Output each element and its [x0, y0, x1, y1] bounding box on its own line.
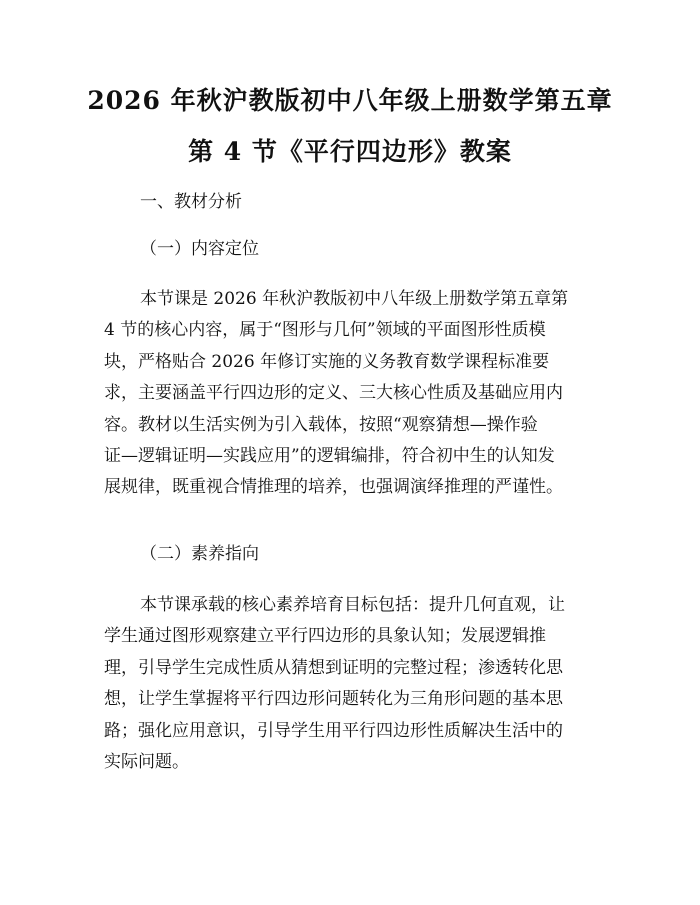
- paragraph-content-positioning: [104, 284, 604, 504]
- document-title-line-2: 第 4 节《平行四边形》教案: [188, 137, 512, 166]
- paragraph-line: 路；强化应用意识，引导学生用平行四边形性质解决生活中的: [104, 720, 563, 741]
- paragraph-line: 求，主要涵盖平行四边形的定义、三大核心性质及基础应用内: [104, 383, 563, 404]
- paragraph-line: 证—逻辑证明—实践应用”的逻辑编排，符合初中生的认知发: [104, 445, 555, 466]
- paragraph-line: 理，引导学生完成性质从猜想到证明的完整过程；渗透转化思: [104, 657, 563, 678]
- section-heading-materials-analysis: 一、教材分析: [140, 192, 242, 212]
- subsection-heading-content-positioning: （一）内容定位: [140, 239, 259, 259]
- paragraph-line: 容。教材以生活实例为引入载体，按照“观察猜想—操作验: [104, 414, 538, 435]
- paragraph-line: 本节课承载的核心素养培育目标包括：提升几何直观，让: [140, 595, 565, 615]
- paragraph-line: 展规律，既重视合情推理的培养，也强调演绎推理的严谨性。: [104, 477, 563, 498]
- paragraph-line: 想，让学生掌握将平行四边形问题转化为三角形问题的基本思: [104, 689, 563, 710]
- document-title-line-1: 2026 年秋沪教版初中八年级上册数学第五章: [87, 86, 613, 115]
- paragraph-line: 4 节的核心内容，属于“图形与几何”领域的平面图形性质模: [104, 320, 546, 341]
- subsection-heading-literacy-orientation: （二）素养指向: [140, 544, 259, 564]
- paragraph-line: 块，严格贴合 2026 年修订实施的义务教育数学课程标准要: [104, 351, 550, 372]
- paragraph-literacy-orientation: [104, 590, 604, 778]
- paragraph-line: 实际问题。: [104, 751, 189, 772]
- paragraph-line: 本节课是 2026 年秋沪教版初中八年级上册数学第五章第: [140, 289, 569, 309]
- paragraph-line: 学生通过图形观察建立平行四边形的具象认知；发展逻辑推: [104, 626, 546, 647]
